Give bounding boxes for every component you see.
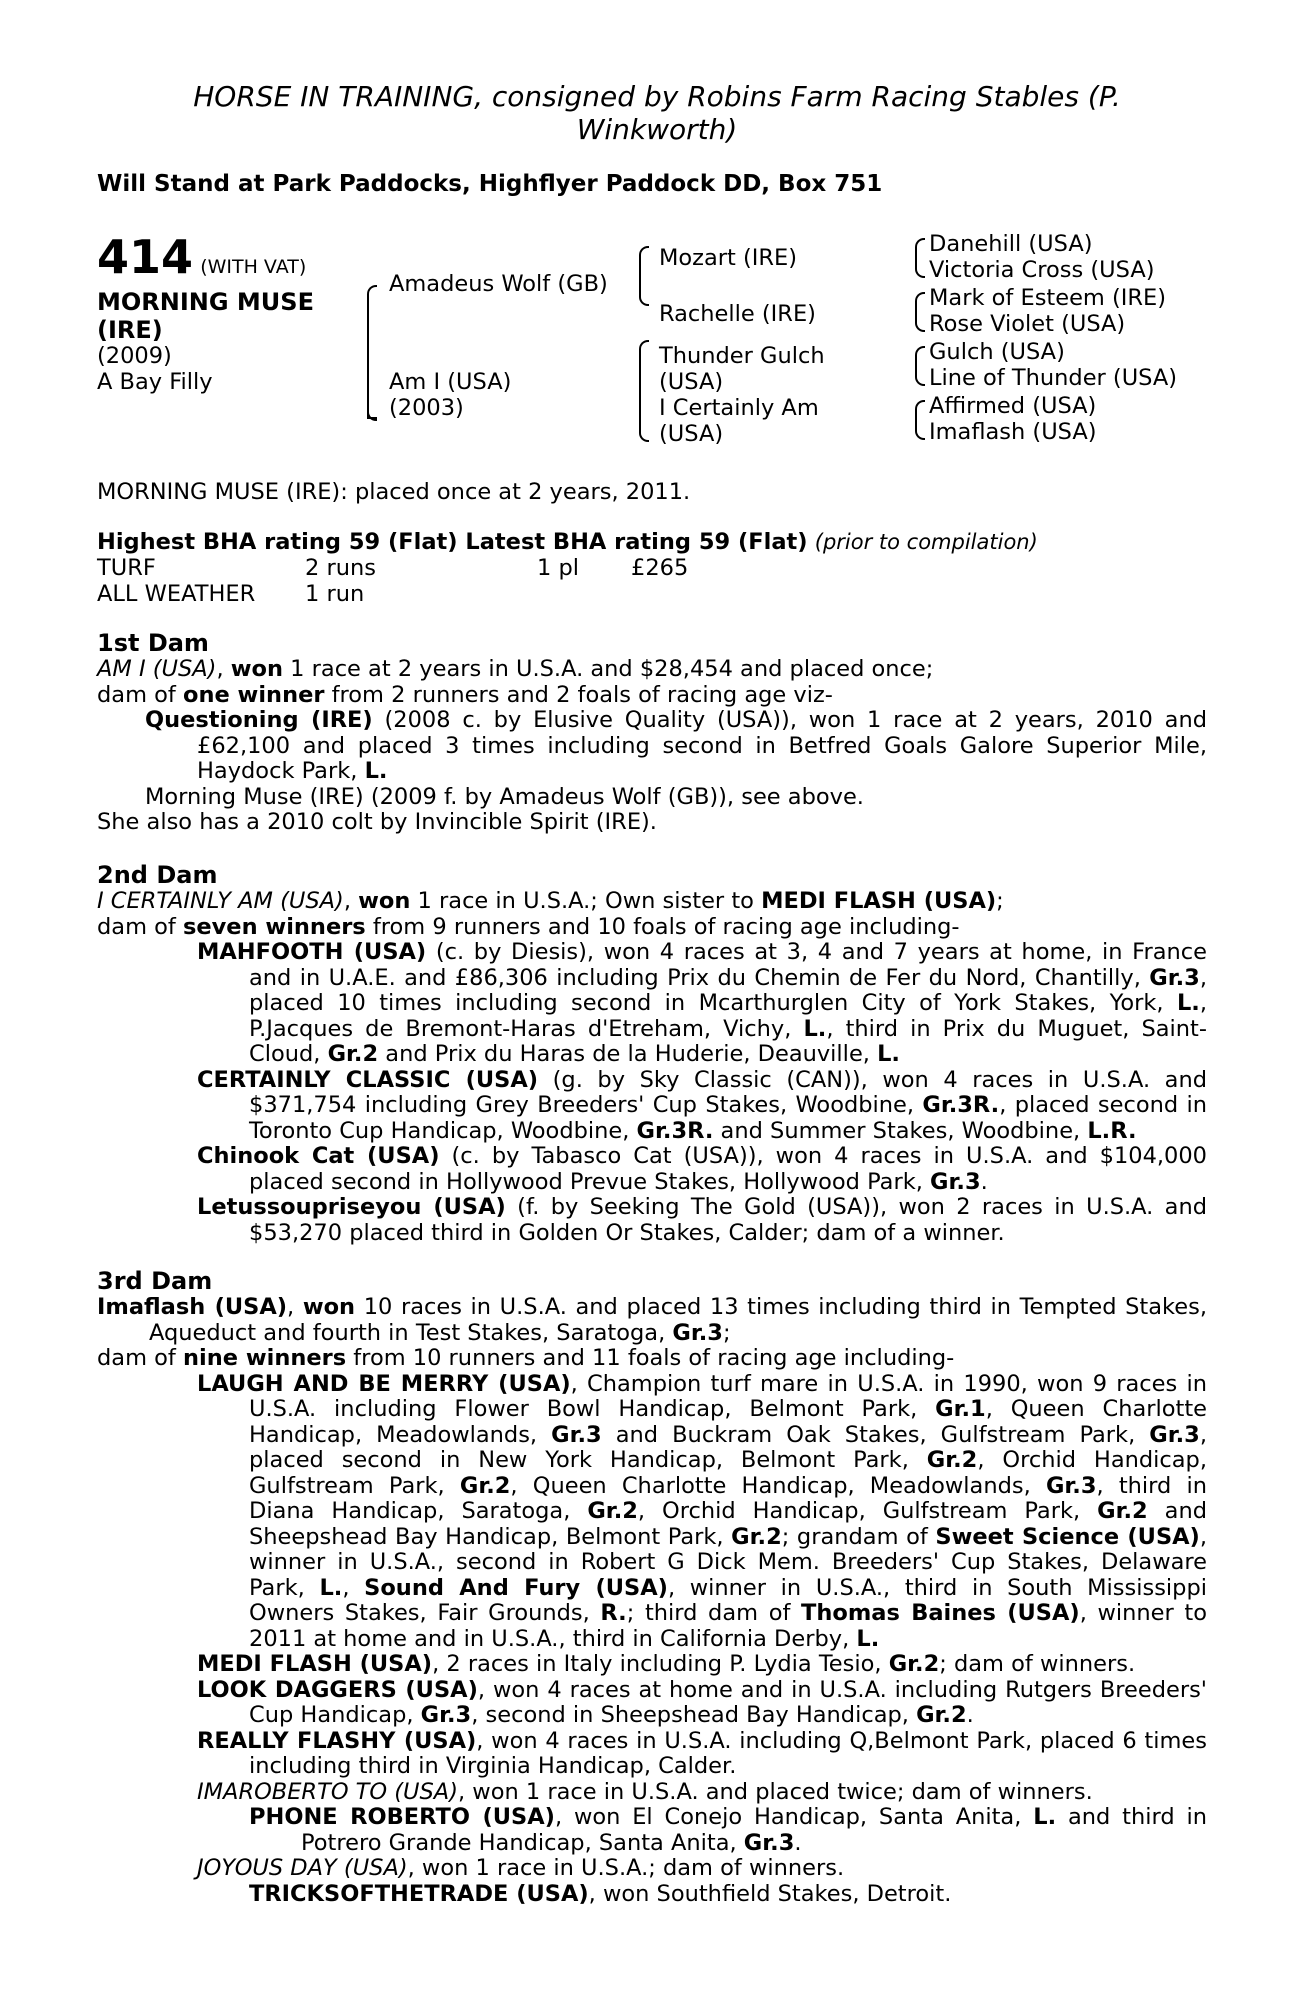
gg-4: Rose Violet (USA) bbox=[929, 311, 1126, 337]
dam-dam-line2: (USA) bbox=[659, 421, 724, 447]
entry-letussoupriseyou: Letussoupriseyou (USA) (f. by Seeking The Gold (USA)), won 2 races in U.S.A. and $53,270 placed third in Golden Or Stakes, Calder; dam of a winner. bbox=[197, 1194, 1207, 1246]
entry-colt: She also has a 2010 colt by Invincible Spirit (IRE). bbox=[97, 809, 657, 835]
horse-name-country: (IRE) bbox=[97, 316, 163, 344]
horse-description: A Bay Filly bbox=[97, 369, 213, 395]
entry-morning-muse: Morning Muse (IRE) (2009 f. by Amadeus Wolf (GB)), see above. bbox=[145, 783, 864, 810]
consignor-title: HORSE IN TRAINING, consigned by Robins Farm Racing Stables (P. Winkworth) bbox=[193, 80, 1121, 146]
entry-mahfooth: MAHFOOTH (USA) (c. by Diesis), won 4 races at 3, 4 and 7 years at home, in France and in U.A.E. and £86,306 including Prix du Chemin de Fer du Nord, Chantilly, Gr.3, placed 10 times including second in Mcarthurglen City of York Stakes, York, L., P.Jacques de Bremont-Haras d'Etreham, Vichy, L., third in Prix du Muguet, Saint-Cloud, Gr.2 and Prix du Haras de la Huderie, Deauville, L. bbox=[197, 939, 1207, 1067]
first-dam-line: AM I (USA), won 1 race at 2 years in U.S.A. and $28,454 and placed once; bbox=[97, 656, 934, 682]
entry-certainly-classic: CERTAINLY CLASSIC (USA) (g. by Sky Classic (CAN)), won 4 races in U.S.A. and $371,754 including Grey Breeders' Cup Stakes, Woodbine, Gr.3R., placed second in Toronto Cup Handicap, Woodbine, Gr.3R. and Summer Stakes, Woodbine, L.R. bbox=[197, 1066, 1207, 1144]
runs-table bbox=[97, 556, 1207, 607]
entry-laugh-and-be-merry: LAUGH AND BE MERRY (USA), Champion turf mare in U.S.A. in 1990, won 9 races in U.S.A. including Flower Bowl Handicap, Belmont Park, Gr.1, Queen Charlotte Handicap, Meadowlands, Gr.3 and Buckram Oak Stakes, Gulfstream Park, Gr.3, placed second in New York Handicap, Belmont Park, Gr.2, Orchid Handicap, Gulfstream Park, Gr.2, Queen Charlotte Handicap, Meadowlands, Gr.3, third in Diana Handicap, Saratoga, Gr.2, Orchid Handicap, Gulfstream Park, Gr.2 and Sheepshead Bay Handicap, Belmont Park, Gr.2; grandam of Sweet Science (USA), winner in U.S.A., second in Robert G Dick Mem. Breeders' Cup Stakes, Delaware Park, L., Sound And Fury (USA), winner in U.S.A., third in South Mississippi Owners Stakes, Fair Grounds, R.; third dam of Thomas Baines (USA), winner to 2011 at home and in U.S.A., third in California Derby, L. bbox=[197, 1370, 1208, 1652]
aw-row bbox=[97, 582, 1207, 608]
gg-5: Gulch (USA) bbox=[929, 339, 1065, 365]
third-dam-section bbox=[97, 1268, 1207, 1907]
stand-location: Will Stand at Park Paddocks, Highflyer Paddock DD, Box 751 bbox=[97, 171, 883, 197]
second-dam-heading: 2nd Dam bbox=[97, 861, 218, 889]
gg-7: Affirmed (USA) bbox=[929, 393, 1097, 419]
brace-gg2 bbox=[915, 292, 925, 332]
third-dam-heading: 3rd Dam bbox=[97, 1267, 213, 1295]
horse-name: MORNING MUSE bbox=[97, 288, 314, 316]
turf-placed: 1 pl bbox=[537, 555, 580, 581]
entry-look-daggers: LOOK DAGGERS (USA), won 4 races at home and in U.S.A. including Rutgers Breeders' Cup Handicap, Gr.3, second in Sheepshead Bay Handicap, Gr.2. bbox=[197, 1676, 1207, 1728]
aw-label: ALL WEATHER bbox=[97, 580, 256, 607]
first-dam-section bbox=[97, 630, 1207, 836]
second-dam-section bbox=[97, 862, 1207, 1246]
entry-tricksofthetrade: TRICKSOFTHETRADE (USA), won Southfield Stakes, Detroit. bbox=[249, 1880, 952, 1907]
third-dam-produce: dam of nine winners from 10 runners and 11 foals of racing age including- bbox=[97, 1345, 955, 1371]
entry-phone-roberto: PHONE ROBERTO (USA), won El Conejo Handicap, Santa Anita, L. and third in Potrero Grande Handicap, Santa Anita, Gr.3. bbox=[249, 1804, 1207, 1856]
brace-gg4 bbox=[915, 400, 925, 440]
foaling-year: (2009) bbox=[97, 343, 172, 369]
vat-note: (WITH VAT) bbox=[200, 256, 307, 278]
turf-amount: £265 bbox=[631, 555, 689, 581]
turf-runs: 2 runs bbox=[305, 555, 376, 581]
brace-dam-parents bbox=[639, 340, 649, 442]
dam-sire-line1: Thunder Gulch bbox=[659, 343, 825, 369]
entry-really-flashy: REALLY FLASHY (USA), won 4 races in U.S.A. including Q,Belmont Park, placed 6 times including third in Virginia Handicap, Calder. bbox=[197, 1727, 1207, 1779]
gg-1: Danehill (USA) bbox=[929, 231, 1093, 257]
third-dam-line: Imaflash (USA), won 10 races in U.S.A. and placed 13 times including third in Tempted Stakes, Aqueduct and fourth in Test Stakes, Saratoga, Gr.3; bbox=[97, 1294, 1207, 1346]
sire-name: Amadeus Wolf (GB) bbox=[389, 271, 608, 297]
entry-chinook-cat: Chinook Cat (USA) (c. by Tabasco Cat (USA)), won 4 races in U.S.A. and $104,000 placed second in Hollywood Prevue Stakes, Hollywood Park, Gr.3. bbox=[197, 1143, 1207, 1195]
dam-year: (2003) bbox=[389, 395, 464, 421]
brace-sire-parents bbox=[639, 246, 649, 306]
rating-text: Highest BHA rating 59 (Flat) Latest BHA rating 59 (Flat) bbox=[97, 529, 808, 555]
rating-line bbox=[97, 530, 1207, 556]
second-dam-line: I CERTAINLY AM (USA), won 1 race in U.S.A.; Own sister to MEDI FLASH (USA); bbox=[97, 888, 1004, 914]
entry-questioning: Questioning (IRE) (2008 c. by Elusive Quality (USA)), won 1 race at 2 years, 2010 and £62,100 and placed 3 times including second in Betfred Goals Galore Superior Mile, Haydock Park, L. bbox=[145, 707, 1207, 784]
brace-gg3 bbox=[915, 346, 925, 386]
first-dam-produce: dam of one winner from 2 runners and 2 foals of racing age viz- bbox=[97, 681, 833, 708]
turf-label: TURF bbox=[97, 555, 156, 581]
sire-sire: Mozart (IRE) bbox=[659, 245, 798, 271]
brace-dam bbox=[367, 367, 377, 421]
gg-2: Victoria Cross (USA) bbox=[929, 257, 1155, 283]
racing-summary: MORNING MUSE (IRE): placed once at 2 years, 2011. bbox=[97, 479, 691, 505]
first-dam-heading: 1st Dam bbox=[97, 629, 209, 657]
aw-runs: 1 run bbox=[305, 580, 365, 607]
dam-name: Am I (USA) bbox=[389, 369, 512, 395]
second-dam-produce: dam of seven winners from 9 runners and 10 foals of racing age including- bbox=[97, 913, 960, 940]
lot-number: 414 bbox=[97, 230, 194, 284]
gg-6: Line of Thunder (USA) bbox=[929, 365, 1178, 391]
pedigree-table bbox=[97, 232, 1237, 462]
entry-medi-flash: MEDI FLASH (USA), 2 races in Italy including P. Lydia Tesio, Gr.2; dam of winners. bbox=[197, 1651, 1136, 1677]
entry-joyous-day: JOYOUS DAY (USA), won 1 race in U.S.A.; dam of winners. bbox=[197, 1855, 845, 1881]
dam-dam-line1: I Certainly Am bbox=[659, 395, 819, 421]
dam-sire-line2: (USA) bbox=[659, 369, 724, 395]
lot-heading bbox=[97, 232, 306, 282]
turf-row bbox=[97, 556, 1207, 582]
entry-imaroberto-to: IMAROBERTO TO (USA), won 1 race in U.S.A. and placed twice; dam of winners. bbox=[197, 1778, 1093, 1805]
brace-gg1 bbox=[915, 238, 925, 278]
gg-8: Imaflash (USA) bbox=[929, 419, 1097, 445]
rating-note: (prior to compilation) bbox=[814, 530, 1038, 554]
gg-3: Mark of Esteem (IRE) bbox=[929, 285, 1167, 311]
sire-dam: Rachelle (IRE) bbox=[659, 301, 816, 327]
